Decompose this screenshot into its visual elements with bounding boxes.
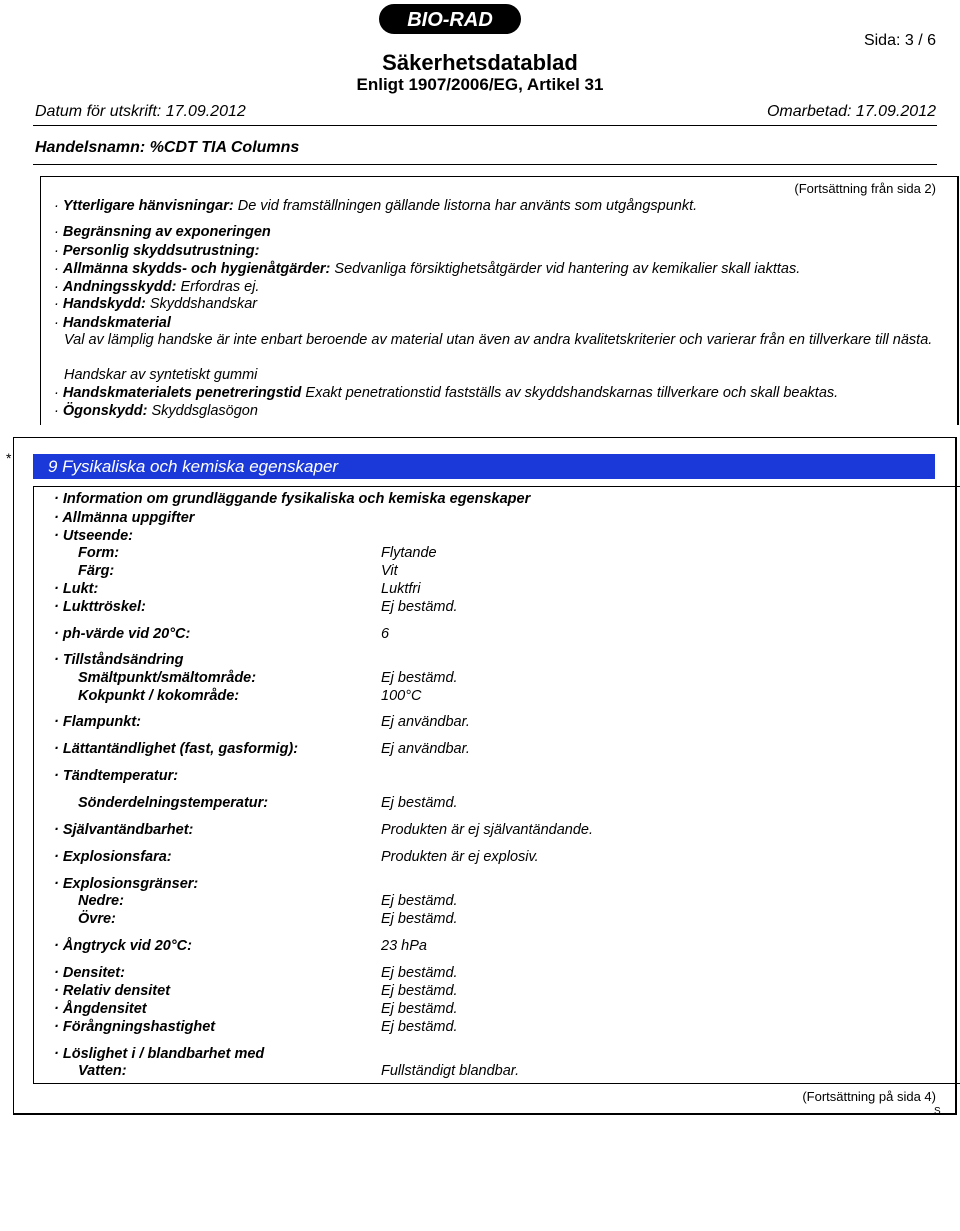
odor-value: Luktfri <box>381 581 421 597</box>
hand-text: Skyddshandskar <box>149 296 258 312</box>
lower-limit-value: Ej bestämd. <box>381 893 458 909</box>
product-divider <box>33 164 937 165</box>
eye-protection: · Ögonskydd: Skyddsglasögon <box>54 403 258 419</box>
flammability-value: Ej användbar. <box>381 741 470 757</box>
odor-threshold-label: · Lukttröskel: <box>54 599 146 615</box>
vapour-density-label: · Ångdensitet <box>54 1001 147 1017</box>
glove-synthetic: Handskar av syntetiskt gummi <box>64 367 258 383</box>
evaporation-label: · Förångningshastighet <box>54 1019 216 1035</box>
hand-protection: · Handskydd: Skyddshandskar <box>54 296 258 312</box>
explosion-label: · Explosionsfara: <box>54 849 172 865</box>
density-value: Ej bestämd. <box>381 965 458 981</box>
document-title: Säkerhetsdatablad <box>382 50 578 75</box>
footer-mark: S <box>934 1106 941 1117</box>
decomposition-value: Ej bestämd. <box>381 795 458 811</box>
evaporation-value: Ej bestämd. <box>381 1019 458 1035</box>
general-measures: · Allmänna skydds- och hygienåtgärder: Sedvanliga försiktighetsåtgärder vid hantering av kemikalier skall iakttas. <box>54 261 801 277</box>
ignition-temp-label: · Tändtemperatur: <box>54 768 179 784</box>
boiling-value: 100°C <box>381 688 422 704</box>
further-references-text: De vid framställningen gällande listorna har använts som utgångspunkt. <box>237 198 698 214</box>
appearance-label: · Utseende: <box>54 528 133 544</box>
logo-text: BIO-RAD <box>407 9 493 31</box>
autoignition-label: · Självantändbarhet: <box>54 822 194 838</box>
document-subtitle: Enligt 1907/2006/EG, Artikel 31 <box>356 75 604 94</box>
relative-density-value: Ej bestämd. <box>381 983 458 999</box>
flammability-label: · Lättantändlighet (fast, gasformig): <box>54 741 299 757</box>
melting-value: Ej bestämd. <box>381 670 458 686</box>
penetration-label: Handskmaterialets penetreringstid <box>62 385 302 401</box>
decomposition-label: Sönderdelningstemperatur: <box>78 795 269 811</box>
ppe: · Personlig skyddsutrustning: <box>54 243 260 259</box>
water-label: Vatten: <box>78 1063 127 1079</box>
exposure-limit-label: Begränsning av exponeringen <box>62 224 271 240</box>
glove-material: · Handskmaterial <box>54 315 171 331</box>
solubility-label: · Löslighet i / blandbarhet med <box>54 1046 265 1062</box>
upper-limit-label: Övre: <box>78 911 116 927</box>
further-references-label: Ytterligare hänvisningar: <box>62 198 234 214</box>
flash-point-label: · Flampunkt: <box>54 714 141 730</box>
color-label: Färg: <box>78 563 115 579</box>
general-heading: · Allmänna uppgifter <box>54 510 195 526</box>
autoignition-value: Produkten är ej självantändande. <box>381 822 594 838</box>
section-9-title: 9 Fysikaliska och kemiska egenskaper <box>33 454 935 479</box>
glove-choice-text: Val av lämplig handske är inte enbart beroende av material utan även av andra kvalitetskriterier och varierar från en tillverkare till nästa. <box>64 332 933 348</box>
explosion-value: Produkten är ej explosiv. <box>381 849 539 865</box>
ppe-label: Personlig skyddsutrustning: <box>62 243 260 259</box>
respiratory-text: Erfordras ej. <box>180 279 260 295</box>
explosion-limits-label: · Explosionsgränser: <box>54 876 199 892</box>
vapour-density-value: Ej bestämd. <box>381 1001 458 1017</box>
general-measures-label: Allmänna skydds- och hygienåtgärder: <box>62 261 331 277</box>
exposure-limit: · Begränsning av exponeringen <box>54 224 271 240</box>
respiratory-label: Andningsskydd: <box>62 279 177 295</box>
density-label: · Densitet: <box>54 965 125 981</box>
form-label: Form: <box>78 545 120 561</box>
eye-label: Ögonskydd: <box>62 403 148 419</box>
general-measures-text: Sedvanliga försiktighetsåtgärder vid hantering av kemikalier skall iakttas. <box>334 261 801 277</box>
header-divider <box>33 125 937 126</box>
relative-density-label: · Relativ densitet <box>54 983 171 999</box>
odor-threshold-value: Ej bestämd. <box>381 599 458 615</box>
state-change-label: · Tillståndsändring <box>54 652 184 668</box>
change-marker: * <box>6 450 12 466</box>
vapour-pressure-value: 23 hPa <box>381 938 427 954</box>
vapour-pressure-label: · Ångtryck vid 20°C: <box>54 938 192 954</box>
lower-limit-label: Nedre: <box>78 893 124 909</box>
product-name: Handelsnamn: %CDT TIA Columns <box>35 139 300 156</box>
glove-material-label: Handskmaterial <box>62 315 171 331</box>
hand-label: Handskydd: <box>62 296 146 312</box>
eye-text: Skyddsglasögon <box>151 403 258 419</box>
form-value: Flytande <box>381 545 437 561</box>
ph-value: 6 <box>381 626 390 642</box>
page-number: Sida: 3 / 6 <box>863 32 936 49</box>
print-date: Datum för utskrift: 17.09.2012 <box>35 103 246 120</box>
ph-label: · ph-värde vid 20°C: <box>54 626 191 642</box>
respiratory-protection: · Andningsskydd: Erfordras ej. <box>54 279 260 295</box>
penetration-text: Exakt penetrationstid fastställs av skyddshandskarnas tillverkare och skall beaktas. <box>305 385 839 401</box>
penetration-time: · Handskmaterialets penetreringstid Exakt penetrationstid fastställs av skyddshandskarnas tillverkare och skall beaktas. <box>54 385 839 401</box>
further-references: · Ytterligare hänvisningar: De vid framställningen gällande listorna har använts som utgångspunkt. <box>54 198 698 214</box>
water-value: Fullständigt blandbar. <box>381 1063 520 1079</box>
properties-box <box>33 486 960 1084</box>
odor-label: · Lukt: <box>54 581 99 597</box>
color-value: Vit <box>381 563 398 579</box>
revised-date: Omarbetad: 17.09.2012 <box>766 103 936 120</box>
continued-to: (Fortsättning på sida 4) <box>802 1089 936 1104</box>
melting-label: Smältpunkt/smältområde: <box>78 670 257 686</box>
info-heading: · Information om grundläggande fysikaliska och kemiska egenskaper <box>54 491 531 507</box>
upper-limit-value: Ej bestämd. <box>381 911 458 927</box>
continued-from: (Fortsättning från sida 2) <box>794 181 936 196</box>
bio-rad-logo <box>378 3 522 35</box>
boiling-label: Kokpunkt / kokområde: <box>78 688 240 704</box>
flash-point-value: Ej användbar. <box>381 714 470 730</box>
